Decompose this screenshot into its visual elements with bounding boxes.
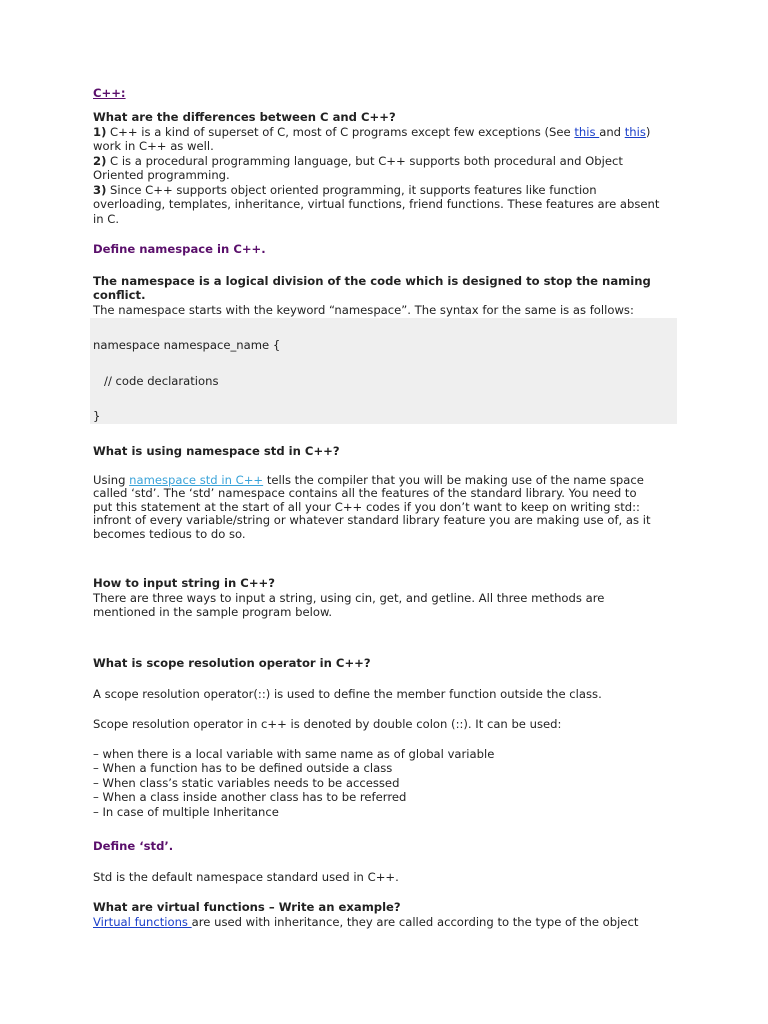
q6-title: Define ‘std’. [93, 839, 174, 853]
q1-point1-cont: work in C++ as well. [93, 139, 214, 153]
q1-point3 [93, 183, 678, 198]
q4-title: How to input string in C++? [93, 576, 275, 590]
q5-list [93, 747, 678, 820]
q1-point1 [93, 125, 678, 140]
cpp-heading-link[interactable]: C++: [93, 86, 126, 100]
q4-line1: There are three ways to input a string, using cin, get, and getline. All three methods are [93, 590, 605, 605]
q1-block [93, 110, 678, 226]
q5-line1: A scope resolution operator(::) is used to define the member function outside the class. [93, 686, 602, 701]
q3-line5: becomes tedious to do so. [93, 526, 246, 541]
list-item: – In case of multiple Inheritance [93, 804, 279, 819]
q1-p1-text: C++ is a kind of superset of C, most of C programs except few exceptions (See [106, 124, 575, 139]
q1-p1-num: 1) [93, 124, 107, 139]
q3-block [93, 444, 678, 541]
q1-point3-cont2: in C. [93, 211, 120, 226]
q3-l1-b: tells the compiler that you will be making use of the name space [263, 472, 644, 487]
q1-p1-close: ) [645, 124, 651, 139]
q3-line4: infront of every variable/string or whatever standard library feature you are making use of, as it [93, 513, 651, 527]
q7-l1-b: are used with inheritance, they are called according to the type of the object [191, 914, 639, 929]
q3-l1-a: Using [93, 472, 130, 487]
q7-title: What are virtual functions – Write an example? [93, 900, 401, 914]
q1-p3-num: 3) [93, 182, 107, 197]
q1-point2-cont: Oriented programming. [93, 168, 230, 182]
virtual-functions-link[interactable]: Virtual functions [93, 914, 192, 929]
q7-block [93, 900, 678, 929]
q4-block [93, 576, 678, 620]
section-heading-cpp [93, 86, 126, 101]
q6-line1: Std is the default namespace standard used in C++. [93, 869, 399, 884]
q1-point2 [93, 154, 678, 169]
list-item: – when there is a local variable with same name as of global variable [93, 746, 495, 761]
this-link-2[interactable]: this [624, 124, 646, 139]
q2-block [93, 242, 678, 424]
q1-p3-text: Since C++ supports object oriented programming, it supports features like function [106, 182, 597, 197]
q1-point3-cont1: overloading, templates, inheritance, virtual functions, friend functions. These features are absent [93, 197, 660, 211]
q2-title: Define namespace in C++. [93, 242, 266, 256]
q4-line2: mentioned in the sample program below. [93, 605, 333, 619]
q1-p2-num: 2) [93, 153, 107, 168]
code-line-1: namespace namespace_name { [93, 338, 281, 352]
q2-bold-line: The namespace is a logical division of the code which is designed to stop the naming conflict. [93, 273, 651, 302]
namespace-std-link[interactable]: namespace std in C++ [129, 472, 264, 487]
list-item: – When class’s static variables needs to be accessed [93, 775, 400, 790]
q3-line2: called ‘std’. The ‘std’ namespace contains all the features of the standard library. You need to [93, 486, 637, 500]
q3-title: What is using namespace std in C++? [93, 444, 340, 458]
q1-title: What are the differences between C and C++? [93, 110, 396, 124]
q5-line2: Scope resolution operator in c++ is denoted by double colon (::). It can be used: [93, 717, 562, 731]
q1-p2-text: C is a procedural programming language, but C++ supports both procedural and Object [106, 153, 623, 168]
code-block [90, 318, 677, 424]
q7-line1 [93, 915, 678, 930]
list-item: – When a function has to be defined outside a class [93, 761, 393, 775]
q5-title: What is scope resolution operator in C++? [93, 656, 371, 670]
list-item: – When a class inside another class has to be referred [93, 790, 407, 804]
q2-line2: The namespace starts with the keyword “namespace”. The syntax for the same is as follows: [93, 302, 634, 317]
q6-block [93, 839, 678, 884]
this-link-1[interactable]: this [574, 124, 600, 139]
q3-line1 [93, 473, 678, 488]
code-line-3: } [93, 409, 101, 423]
q3-line3: put this statement at the start of all your C++ codes if you don’t want to keep on writing std:: [93, 499, 640, 514]
q1-p1-and: and [599, 124, 625, 139]
code-line-2: // code declarations [93, 374, 219, 388]
q5-block [93, 656, 678, 819]
